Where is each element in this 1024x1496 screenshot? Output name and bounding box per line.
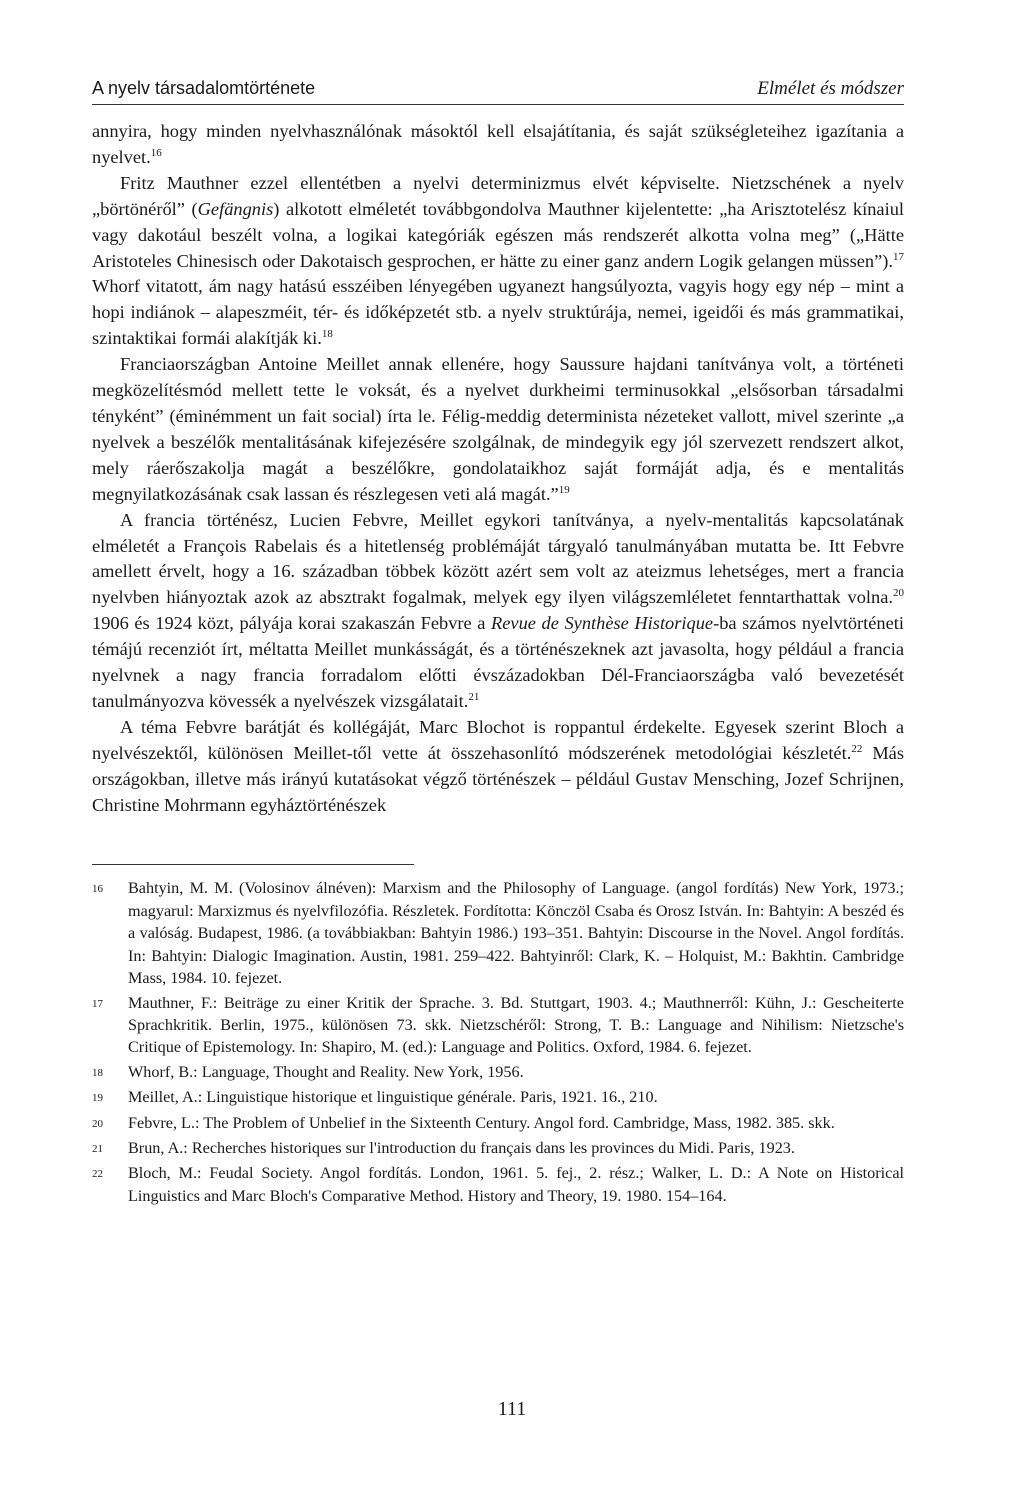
text-run: 1906 és 1924 közt, pályája korai szakaszán Febvre a: [92, 613, 492, 634]
text-run: Fritz Mauthner ezzel ellentétben a nyelvi determinizmus elvét képviselte. Nietzschének a nyelv „börtönéről” (: [92, 172, 904, 219]
footnote-ref: 17: [893, 250, 904, 263]
footnote: [92, 1162, 904, 1207]
footnote-ref: 18: [321, 328, 333, 341]
footnote-number: 21: [92, 1142, 103, 1155]
footnote: [92, 1112, 904, 1135]
page: [92, 78, 904, 1209]
footnote-number: 17: [92, 997, 103, 1010]
footnote-ref: 21: [468, 690, 480, 703]
footnote: [92, 1137, 904, 1160]
footnote-text: Bahtyin, M. M. (Volosinov álnéven): Marxism and the Philosophy of Language. (angol fordítás) New York, 1973.; magyarul: Marxizmus és nyelvfilozófia. Részletek. Fordította: Könczöl Csaba és Orosz István. In: Bahtyin: A beszéd és a valóság. Budapest, 1986. (a továbbiakban: Bahtyin 1986.) 193–351. Bahtyin: Discourse in the Novel. Angol fordítás. In: Bahtyin: Dialogic Imagination. Austin, 1981. 259–422. Bahtyinről: Clark, K. – Holquist, M.: Bakhtin. Cambridge Mass, 1984. 10. fejezet.: [128, 879, 904, 988]
footnote-number: 18: [92, 1066, 103, 1079]
section-title: Elmélet és módszer: [757, 78, 904, 99]
text-run: A téma Febvre barátját és kollégáját, Marc Blochot is roppantul érdekelte. Egyesek szerint Bloch a nyelvészektől, különösen Meillet-től vette át összehasonlító módszerének metodológiai készletét.: [92, 716, 904, 763]
paragraph: [92, 171, 904, 352]
text-run: A francia történész, Lucien Febvre, Meillet egykori tanítványa, a nyelv-mentalitás kapcsolatának elméletét a François Rabelais és a hitetlenség problémáját tárgyaló tanulmányában mutatta be. Itt Febvre amellett érvelt, hogy a 16. században többek között azért sem volt az ateizmus lehetséges, mert a francia nyelvben hiányoztak azok az absztrakt fogalmak, melyek egy ilyen világszemléletet fenntarthattak volna.: [92, 509, 904, 608]
footnote: [92, 877, 904, 989]
footnote-number: 19: [92, 1092, 103, 1105]
text-run: Franciaországban Antoine Meillet annak ellenére, hogy Saussure hajdani tanítványa volt, a történeti megközelítésmód mellett tette le voksát, és a nyelvet durkheimi terminusokkal „elsősorban társadalmi tényként” (éminémment un fait social) írta le. Félig-meddig determinista nézeteket vallott, mivel szerinte „a nyelvek a beszélők mentalitásának kifejezésére szolgálnak, de mindegyik egy jól szervezett rendszert alkot, mely ráerőszakolja magát a beszélőkre, gondolataikhoz saját formáját adja, és e mentalitás megnyilatkozásának csak lassan és részlegesen veti alá magát.”: [92, 354, 904, 504]
footnote-ref: 19: [558, 483, 570, 496]
footnote-text: Meillet, A.: Linguistique historique et linguistique générale. Paris, 1921. 16., 210.: [128, 1088, 658, 1107]
footnote: [92, 1061, 904, 1084]
footnote-text: Bloch, M.: Feudal Society. Angol fordítás. London, 1961. 5. fej., 2. rész.; Walker, L. D.: A Note on Historical Linguistics and Marc Bloch's Comparative Method. History and Theory, 19. 1980. 154–164.: [128, 1164, 904, 1205]
italic-text: Revue de Synthèse Historique: [491, 613, 714, 634]
text-run: annyira, hogy minden nyelvhasználónak másoktól kell elsajátítania, és saját szükségleteihez igazítania a nyelvet.: [92, 121, 904, 167]
running-header: [92, 78, 904, 105]
footnote-text: Febvre, L.: The Problem of Unbelief in the Sixteenth Century. Angol ford. Cambridge, Mass, 1982. 385. skk.: [128, 1113, 835, 1132]
footnote-text: Brun, A.: Recherches historiques sur l'introduction du français dans les provinces du Midi. Paris, 1923.: [128, 1138, 795, 1157]
footnotes: [92, 877, 904, 1207]
running-title: A nyelv társadalomtörténete: [92, 78, 316, 98]
footnote: [92, 1086, 904, 1109]
page-number: 111: [497, 1398, 527, 1420]
text-run: -ba számos nyelvtörténeti témájú recenziót írt, méltatta Meillet munkásságát, és a történészeknek azt javasolta, hogy például a francia nyelvnek a nagy francia forradalom előtti évszázadokban Dél-Franciaországba való bevezetését tanulmányozva kövessék a nyelvészek vizsgálatait.: [92, 613, 905, 711]
footnote-number: 16: [92, 883, 103, 896]
footnote-ref: 16: [150, 146, 162, 159]
paragraph: [92, 715, 904, 819]
text-run: Más országokban, illetve más irányú kutatásokat végző történészek – például Gustav Mensching, Jozef Schrijnen, Christine Mohrmann egyháztörténészek: [92, 742, 904, 815]
italic-text: Gefängnis: [197, 198, 274, 219]
footnote: [92, 992, 904, 1059]
paragraph: [92, 352, 904, 507]
footnote-divider: [92, 864, 414, 865]
footnote-ref: 22: [851, 742, 863, 755]
footnote-number: 20: [92, 1117, 103, 1130]
footnote-text: Whorf, B.: Language, Thought and Reality. New York, 1956.: [128, 1062, 524, 1081]
body-text: [92, 119, 904, 818]
paragraph: [92, 508, 904, 715]
footnote-number: 22: [92, 1168, 103, 1181]
footnote-ref: 20: [893, 587, 904, 600]
footnote-text: Mauthner, F.: Beiträge zu einer Kritik der Sprache. 3. Bd. Stuttgart, 1903. 4.; Mauthnerről: Kühn, J.: Gescheiterte Sprachkritik. Berlin, 1975., különösen 73. skk. Nietzschéről: Strong, T. B.: Language and Nihilism: Nietzsche's Critique of Epistemology. In: Shapiro, M. (ed.): Language and Politics. Oxford, 1984. 6. fejezet.: [128, 993, 904, 1057]
text-run: ) alkotott elméletét továbbgondolva Mauthner kijelentette: „ha Arisztotelész kínaiul vagy dakotául beszélt volna, a logikai kategóriák egészen más rendszerét alkotta volna meg” („Hätte Aristoteles Chinesisch oder Dakotaisch gesprochen, er hätte zu einer ganz andern Logik gelangen müssen”).: [92, 198, 904, 271]
paragraph: [92, 119, 904, 171]
text-run: Whorf vitatott, ám nagy hatású esszéiben lényegében ugyanezt hangsúlyozta, vagyis hogy egy nép – mint a hopi indiánok – alapeszméit, tér- és időképzetét stb. a nyelv struktúrája, nemei, igeidői és más grammatikai, szintaktikai formái alakítják ki.: [92, 276, 904, 349]
